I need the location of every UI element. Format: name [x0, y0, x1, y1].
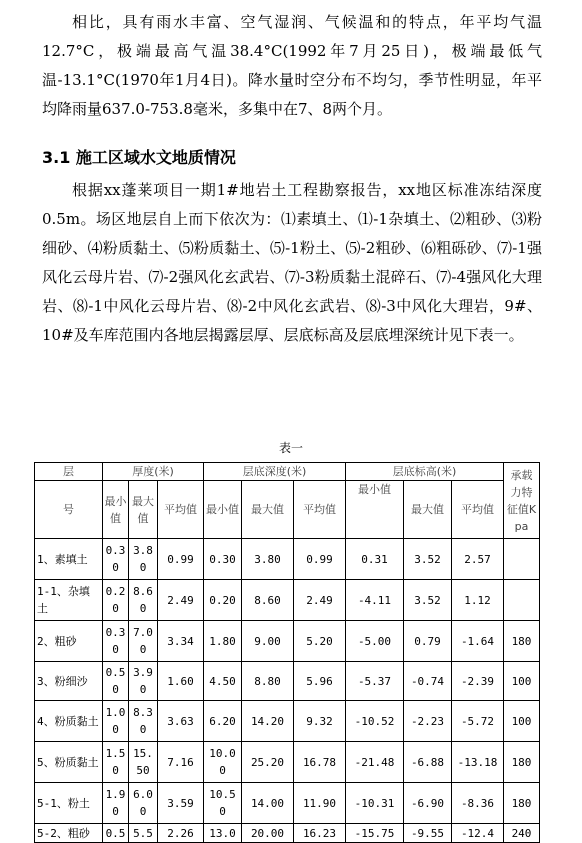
cell-name: 1-1、杂填土: [35, 580, 103, 621]
cell-d-max: 20.00: [242, 824, 294, 843]
cell-t-min: 0.30: [103, 539, 129, 580]
cell-d-avg: 11.90: [294, 783, 346, 824]
cell-t-avg: 1.60: [158, 662, 204, 701]
cell-name: 5-2、粗砂: [35, 824, 103, 843]
cell-d-avg: 5.20: [294, 621, 346, 662]
cell-bearing: 240: [504, 824, 540, 843]
cell-bearing: 100: [504, 662, 540, 701]
header-depth-min: 最小值: [204, 481, 242, 539]
cell-e-avg: 2.57: [452, 539, 504, 580]
cell-t-avg: 2.49: [158, 580, 204, 621]
header-layer-bottom: 号: [35, 481, 103, 539]
cell-e-min: 0.31: [346, 539, 404, 580]
table-row: [35, 621, 540, 662]
cell-t-avg: 7.16: [158, 742, 204, 783]
cell-t-avg: 3.34: [158, 621, 204, 662]
cell-bearing: 100: [504, 701, 540, 742]
cell-d-min: 4.50: [204, 662, 242, 701]
cell-e-avg: -13.18: [452, 742, 504, 783]
cell-d-min: 10.50: [204, 783, 242, 824]
cell-t-max: 3.90: [129, 662, 158, 701]
header-thickness-min: 最小值: [103, 481, 129, 539]
stratum-table: [34, 462, 540, 843]
cell-t-min: 1.90: [103, 783, 129, 824]
cell-d-min: 1.80: [204, 621, 242, 662]
table-caption: 表一: [278, 441, 303, 455]
cell-bearing: [504, 580, 540, 621]
cell-t-max: 3.80: [129, 539, 158, 580]
cell-name: 4、粉质黏土: [35, 701, 103, 742]
cell-e-max: -6.90: [404, 783, 452, 824]
cell-name: 2、粗砂: [35, 621, 103, 662]
cell-e-max: 3.52: [404, 539, 452, 580]
cell-t-avg: 2.26: [158, 824, 204, 843]
cell-e-max: 3.52: [404, 580, 452, 621]
header-depth-max: 最大值: [242, 481, 294, 539]
cell-e-max: -0.74: [404, 662, 452, 701]
cell-t-min: 0.5: [103, 824, 129, 843]
header-thickness-max: 最大值: [129, 481, 158, 539]
cell-e-avg: -1.64: [452, 621, 504, 662]
cell-t-min: 0.20: [103, 580, 129, 621]
cell-d-min: 0.30: [204, 539, 242, 580]
cell-d-min: 6.20: [204, 701, 242, 742]
header-depth-avg: 平均值: [294, 481, 346, 539]
cell-bearing: 180: [504, 621, 540, 662]
cell-t-min: 1.50: [103, 742, 129, 783]
cell-e-min: -10.52: [346, 701, 404, 742]
cell-name: 3、粉细沙: [35, 662, 103, 701]
cell-t-avg: 3.59: [158, 783, 204, 824]
cell-d-avg: 0.99: [294, 539, 346, 580]
cell-e-min: -15.75: [346, 824, 404, 843]
cell-t-min: 1.00: [103, 701, 129, 742]
cell-d-avg: 16.78: [294, 742, 346, 783]
header-elevation: 层底标高(米): [346, 463, 504, 481]
cell-e-max: -6.88: [404, 742, 452, 783]
cell-e-min: -5.37: [346, 662, 404, 701]
cell-t-max: 8.30: [129, 701, 158, 742]
cell-d-min: 0.20: [204, 580, 242, 621]
header-elevation-max: 最大值: [404, 481, 452, 539]
geology-paragraph: 根据xx蓬莱项目一期1#地岩土工程勘察报告，xx地区标准冻结深度0.5m。场区地层自上而下依次为：⑴素填土、⑴-1杂填土、⑵粗砂、⑶粉细砂、⑷粉质黏土、⑸粉质黏土、⑸-1粉土、⑸-2粗砂、⑹粗砾砂、⑺-1强风化云母片岩、⑺-2强风化玄武岩、⑺-3粉质黏土混碎石、⑺-4强风化大理岩、⑻-1中风化云母片岩、⑻-2中风化玄武岩、⑻-3中风化大理岩，9#、10#及车库范围内各地层揭露层厚、层底标高及层底埋深统计见下表一。: [42, 181, 542, 344]
header-bearing: 承载力特征值Kpa: [504, 463, 540, 539]
cell-d-max: 14.20: [242, 701, 294, 742]
table-row: [35, 783, 540, 824]
cell-e-min: -10.31: [346, 783, 404, 824]
cell-bearing: 180: [504, 742, 540, 783]
cell-e-min: -5.00: [346, 621, 404, 662]
cell-bearing: 180: [504, 783, 540, 824]
cell-e-avg: -8.36: [452, 783, 504, 824]
cell-e-max: -2.23: [404, 701, 452, 742]
cell-name: 1、素填土: [35, 539, 103, 580]
header-thickness-avg: 平均值: [158, 481, 204, 539]
cell-d-avg: 5.96: [294, 662, 346, 701]
cell-t-max: 7.00: [129, 621, 158, 662]
cell-d-min: 13.0: [204, 824, 242, 843]
cell-e-max: -9.55: [404, 824, 452, 843]
table-row: [35, 824, 540, 843]
header-elevation-avg: 平均值: [452, 481, 504, 539]
header-layer-top: 层: [35, 463, 103, 481]
table-header-row: [35, 463, 540, 481]
header-depth: 层底深度(米): [204, 463, 346, 481]
cell-d-max: 3.80: [242, 539, 294, 580]
table-row: [35, 701, 540, 742]
table-row: [35, 539, 540, 580]
table-row: [35, 580, 540, 621]
cell-name: 5、粉质黏土: [35, 742, 103, 783]
cell-e-min: -21.48: [346, 742, 404, 783]
cell-e-avg: -2.39: [452, 662, 504, 701]
cell-d-min: 10.00: [204, 742, 242, 783]
cell-d-max: 8.80: [242, 662, 294, 701]
table-subheader-row: [35, 481, 540, 539]
cell-t-max: 8.60: [129, 580, 158, 621]
cell-d-max: 9.00: [242, 621, 294, 662]
cell-e-avg: 1.12: [452, 580, 504, 621]
cell-d-max: 8.60: [242, 580, 294, 621]
cell-t-max: 5.5: [129, 824, 158, 843]
cell-t-min: 0.30: [103, 621, 129, 662]
header-thickness: 厚度(米): [103, 463, 204, 481]
cell-d-avg: 9.32: [294, 701, 346, 742]
cell-e-min: -4.11: [346, 580, 404, 621]
header-elevation-min: 最小值: [346, 481, 404, 539]
cell-t-max: 15.50: [129, 742, 158, 783]
cell-t-avg: 3.63: [158, 701, 204, 742]
table-row: [35, 742, 540, 783]
cell-e-avg: -5.72: [452, 701, 504, 742]
cell-d-max: 25.20: [242, 742, 294, 783]
cell-bearing: [504, 539, 540, 580]
cell-d-avg: 2.49: [294, 580, 346, 621]
cell-name: 5-1、粉土: [35, 783, 103, 824]
cell-t-max: 6.00: [129, 783, 158, 824]
table-row: [35, 662, 540, 701]
section-heading: 3.1 施工区域水文地质情况: [42, 148, 236, 167]
cell-t-avg: 0.99: [158, 539, 204, 580]
cell-d-max: 14.00: [242, 783, 294, 824]
cell-t-min: 0.50: [103, 662, 129, 701]
climate-paragraph: 相比，具有雨水丰富、空气湿润、气候温和的特点，年平均气温12.7°C，极端最高气温38.4°C(1992年7月25日)，极端最低气温-13.1°C(1970年1月4日)。降水量时空分布不均匀，季节性明显，年平均降雨量637.0-753.8毫米，多集中在7、8两个月。: [42, 13, 542, 118]
cell-e-avg: -12.4: [452, 824, 504, 843]
cell-e-max: 0.79: [404, 621, 452, 662]
cell-d-avg: 16.23: [294, 824, 346, 843]
